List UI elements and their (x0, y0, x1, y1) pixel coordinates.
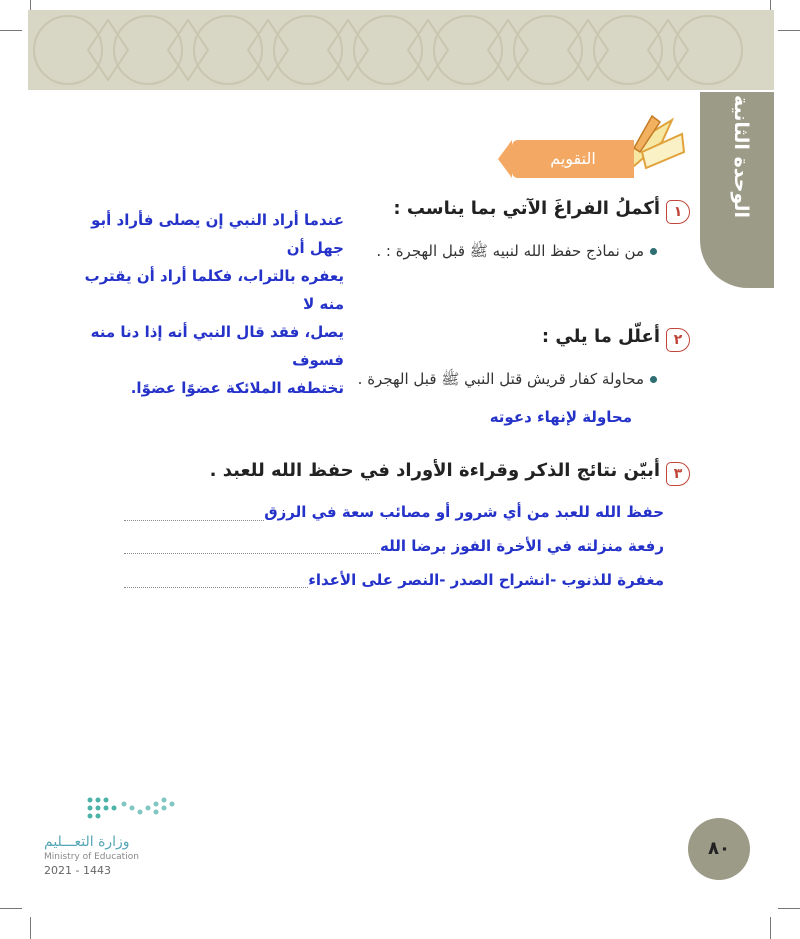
crop-mark (30, 917, 31, 939)
bullet-dot-icon (650, 248, 657, 255)
answer-line: مغفرة للذنوب -انشراح الصدر -النصر على الأعداء (308, 571, 664, 589)
question-title: أكملُ الفراغَ الآتي بما يناسب : (393, 198, 660, 219)
question-bullet (376, 242, 657, 264)
answer-line: يعفره بالتراب، فكلما أراد أن يقترب منه لا (84, 267, 344, 313)
question-number-badge: ٢ (666, 328, 690, 352)
answer-line: تختطفه الملائكة عضوًا عضوًا. (130, 379, 344, 397)
question-number-badge: ٣ (666, 462, 690, 486)
answer-line: يصل، فقد قال النبي أنه إذا دنا منه فسوف (90, 323, 344, 369)
answer-line: رفعة منزلته في الأخرة الفوز برضا الله (380, 537, 664, 555)
ministry-name-ar: وزارة التعـــليم (44, 834, 130, 850)
crop-mark (778, 30, 800, 31)
header-banner (28, 10, 774, 90)
crop-mark (770, 917, 771, 939)
ministry-name-en: Ministry of Education (44, 852, 139, 862)
question-number-badge: ١ (666, 200, 690, 224)
bullet-text: محاولة كفار قريش قتل النبي ﷺ قبل الهجرة . (357, 370, 644, 388)
question-bullet (358, 370, 657, 392)
edition-year: 2021 - 1443 (44, 864, 111, 877)
ministry-logo-icon (84, 794, 176, 826)
question-title: أبيّن نتائج الذكر وقراءة الأوراد في حفظ الله للعبد . (209, 460, 660, 481)
answer-line: حفظ الله للعبد من أي شرور أو مصائب سعة في الرزق (264, 503, 664, 521)
question-title: أعلّل ما يلي : (541, 326, 660, 347)
crop-mark (778, 908, 800, 909)
bullet-text: من نماذج حفظ الله لنبيه ﷺ قبل الهجرة : . (376, 242, 644, 260)
section-tag-evaluation: التقويم (512, 140, 634, 178)
answer-line: عندما أراد النبي إن يصلى فأراد أبو جهل أن (91, 211, 344, 257)
answer-text: محاولة لإنهاء دعوته (489, 408, 632, 426)
crop-mark (0, 30, 22, 31)
answer-block (56, 206, 344, 402)
pattern-decoration (28, 10, 774, 90)
page-number: ٨٠ (708, 838, 730, 859)
crop-mark (0, 908, 22, 909)
unit-label: الوحدة الثانية (730, 95, 752, 219)
bullet-dot-icon (650, 376, 657, 383)
